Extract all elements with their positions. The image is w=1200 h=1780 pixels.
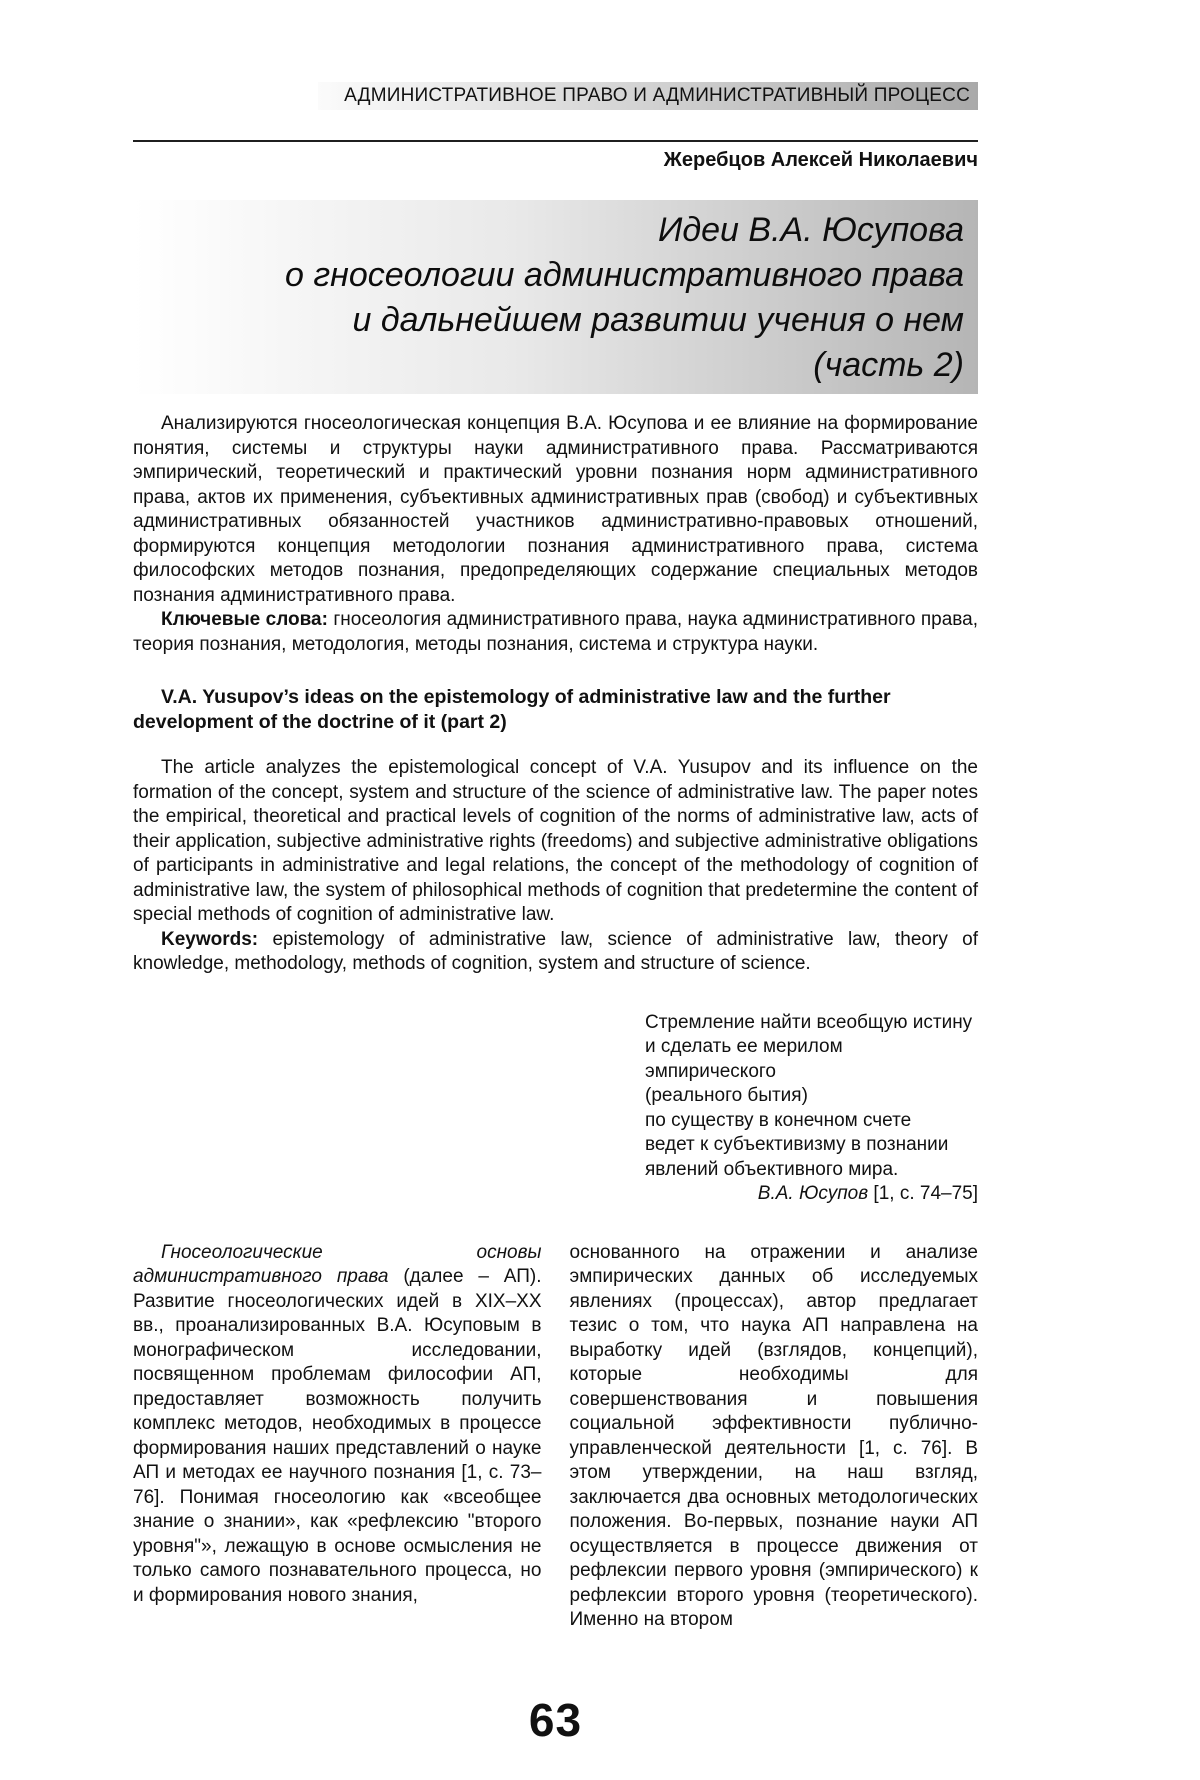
epigraph-line: по существу в конечном счете	[645, 1109, 912, 1131]
author-name: Жеребцов Алексей Николаевич	[663, 149, 978, 171]
body-right-text: основанного на отражении и анализе эмпирических данных об исследуемых явлениях (процессах), автор предлагает тезис о том, что наука АП направлена на выработку идей (взглядов, концепций), которые необходимы для совершенствования и повышения социальной эффективности публично-управленческой деятельности [1, с. 76]. В этом утверждении, на наш взгляд, заключается два основных методологических положения. Во-первых, познание науки АП осуществляется в процессе движения от рефлексии первого уровня (эмпирического) к рефлексии второго уровня (теоретического). Именно на втором	[569, 1241, 978, 1630]
body-paragraph-right	[570, 1241, 979, 1633]
article-title-line: Идеи В.А. Юсупова	[658, 211, 964, 249]
page-number: 63	[528, 1693, 583, 1746]
article-title	[133, 200, 978, 394]
keywords-en-text: epistemology of administrative law, science of administrative law, theory of knowledge, methodology, methods of cognition, system and structure of science.	[133, 928, 978, 974]
epigraph-line: явлений объективного мира.	[645, 1158, 899, 1180]
keywords-en	[133, 928, 978, 977]
keywords-ru-label: Ключевые слова:	[161, 609, 328, 630]
keywords-en-label: Keywords:	[161, 928, 259, 950]
body-column-right	[570, 1241, 979, 1633]
body-columns	[133, 1241, 978, 1633]
journal-section-header: АДМИНИСТРАТИВНОЕ ПРАВО И АДМИНИСТРАТИВНЫЙ ПРОЦЕСС	[318, 82, 978, 110]
epigraph-line: ведет к субъективизму в познании	[645, 1134, 949, 1155]
abstract-ru: Анализируются гносеологическая концепция В.А. Юсупова и ее влияние на формирование понятия, системы и структуры науки административного права. Рассматриваются эмпирический, теоретический и практический уровни познания норм административного права, актов их применения, субъективных административных прав (свобод) и субъективных административных обязанностей участников административно-правовых отношений, формируются концепция методологии познания административного права, система философских методов познания, предопределяющих содержание специальных методов познания административного права.	[133, 413, 978, 606]
body-paragraph-left	[133, 1241, 542, 1609]
epigraph-line: (реального бытия)	[645, 1085, 808, 1106]
keywords-ru	[133, 608, 978, 657]
journal-section-header-row	[133, 82, 978, 110]
body-column-left	[133, 1241, 542, 1633]
article-title-line: о гносеологии административного права	[284, 256, 964, 294]
epigraph	[645, 1011, 978, 1207]
body-left-text: (далее – АП). Развитие гносеологических идей в XIX–XX вв., проанализированных В.А. Юсуповым в монографическом исследовании, посвященном проблемам философии АП, предоставляет возможность получить комплекс методов, необходимых в процессе формирования наших представлений о науке АП и методах ее научного познания [1, с. 73–76]. Понимая гносеологию как «всеобщее знание о знании», как «рефлексию "второго уровня"», лежащую в основе осмысления не только самого познавательного процесса, но и формирования нового знания,	[133, 1266, 542, 1606]
article-title-en: V.A. Yusupov’s ideas on the epistemology of administrative law and the further development of the doctrine of it (part 2)	[133, 686, 891, 733]
article-title-line: и дальнейшем развитии учения о нем	[352, 301, 964, 339]
page-content	[133, 82, 978, 1745]
epigraph-attribution-name: В.А. Юсупов	[757, 1183, 869, 1204]
epigraph-line: Стремление найти всеобщую истину	[645, 1011, 973, 1033]
keywords-ru-text: гносеология административного права, наука административного права, теория познания, методология, методы познания, система и структура науки.	[133, 609, 978, 655]
epigraph-attribution-ref: [1, с. 74–75]	[868, 1183, 978, 1204]
epigraph-attribution	[645, 1182, 978, 1207]
abstract-en: The article analyzes the epistemological concept of V.A. Yusupov and its influence on the formation of the concept, system and structure of the science of administrative law. The paper notes the empirical, theoretical and practical levels of cognition of the norms of administrative law, acts of their application, subjective administrative rights (freedoms) and subjective administrative obligations of participants in administrative and legal relations, the concept of the methodology of cognition of administrative law, the system of philosophical methods of cognition that predetermine the content of special methods of cognition of administrative law.	[133, 757, 978, 925]
article-title-line: (часть 2)	[813, 346, 964, 384]
header-divider-rule	[133, 140, 978, 142]
body-lead-italic: Гносеологические основы административного права	[133, 1241, 542, 1287]
epigraph-line: и сделать ее мерилом эмпирического	[645, 1036, 843, 1082]
